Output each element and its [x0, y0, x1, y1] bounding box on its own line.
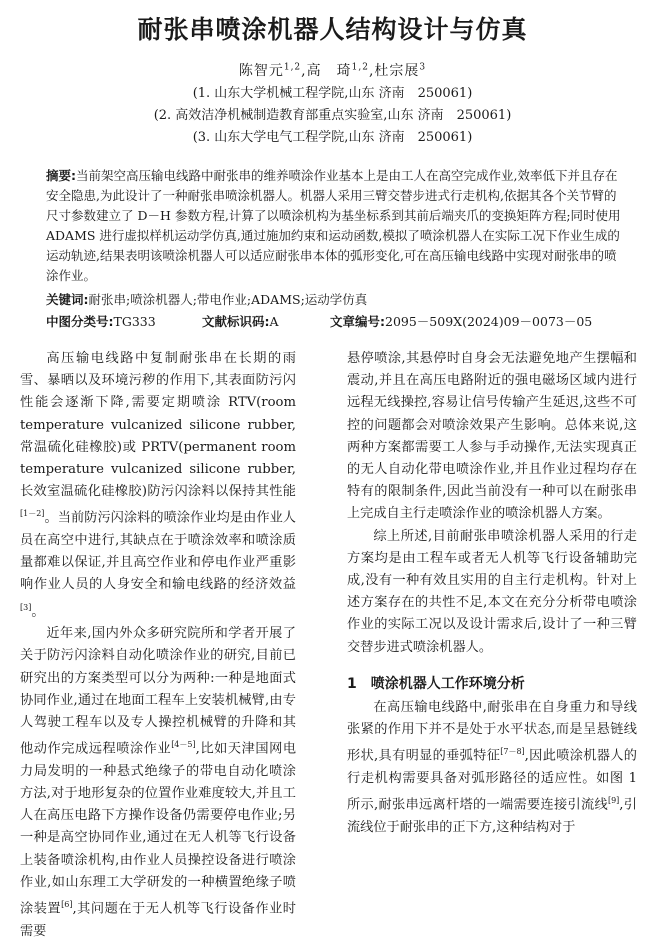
paragraph-text: ,比如天津国网电力局发明的一种悬式绝缘子的带电自动化喷涂方法,对于地形复杂的位置作业难度较大,并且工人在高压电路下方操作设备仍需要停电作业;另一种是高空协同作业,通过在无人机等飞行设备上装备喷涂机构,由作业人员操控设备进行喷涂作业,如山东理工大学研发的一种横置绝缘子喷涂装置 [20, 741, 297, 917]
clc-value: TG333 [113, 314, 156, 329]
paragraph-text: 在高压输电线路中,耐张串在自身重力和导线张紧的作用下并不是处于水平状态,而是呈悬链线形状,具有明显的垂弧特征 [347, 700, 637, 764]
body-column-right [347, 348, 637, 839]
keywords-label: 关键词: [46, 292, 89, 307]
doc-label: 文献标识码: [202, 314, 270, 329]
paragraph-text: ,引流线位于耐张串的正下方,这种结构对于 [347, 797, 637, 835]
keywords-text: 耐张串;喷涂机器人;带电作业;ADAMS;运动学仿真 [88, 292, 368, 307]
author-name: 陈智元 [238, 63, 284, 79]
affiliation: (1. 山东大学机械工程学院,山东 济南 250061) [192, 86, 473, 101]
author-separator: , [368, 63, 375, 79]
keywords [46, 290, 626, 308]
author-line [0, 60, 665, 80]
paragraph-text: 。当前防污闪涂料的喷涂作业均是由作业人员在高空中进行,其缺点在于喷涂效率和喷涂质量都难以保证,并且高空作业和停电作业严重影响作业人员的人身安全和输电线路的经济效益 [20, 510, 296, 593]
paragraph-text: 高压输电线路中复制耐张串在长期的雨雪、暴晒以及环境污秽的作用下,其表面防污闪性能会逐渐下降,需要定期喷涂 RTV(room temperature vulcanized silicone rubber,常温硫化硅橡胶)或 PRTV(permanent room temperature vulcanized silicone rubber,长效室温硫化硅橡胶)防污闪涂料以保持其性能 [20, 351, 296, 500]
author-name: 杜宗展 [374, 63, 420, 79]
author-name: 高 琦 [306, 63, 352, 79]
paragraph-text: 。 [31, 604, 45, 620]
abstract-label: 摘要: [46, 168, 76, 183]
author-affiliation-mark: 1,2 [283, 62, 302, 73]
citation: [3] [20, 602, 32, 612]
clc-number [46, 312, 156, 330]
author-separator: , [301, 63, 307, 79]
abstract [46, 166, 624, 286]
abstract-text: 当前架空高压输电线路中耐张串的维养喷涂作业基本上是由工人在高空完成作业,效率低下并且存在安全隐患,为此设计了一种耐张串喷涂机器人。机器人采用三臂交替步进式行走机构,依据其各个关节臂的尺寸参数建立了 D－H 参数方程,计算了以喷涂机构为基坐标系到其前后端夹爪的变换矩阵方程;同时使用 ADAMS 进行虚拟样机运动学仿真,通过施加约束和运动函数,模拟了喷涂机器人在实际工况下作业生成的运动轨迹,结果表明该喷涂机器人可以适应耐张串本体的弧形变化,可在高压输电线路中实现对耐张串的喷涂作业。 [46, 168, 621, 283]
clc-label: 中图分类号: [46, 314, 114, 329]
citation: [9] [607, 796, 620, 806]
paragraph [20, 348, 296, 623]
art-value: 2095－509X(2024)09－0073－05 [385, 314, 593, 329]
document-code [202, 312, 279, 330]
citation: [6] [61, 900, 73, 910]
paragraph-text: ,因此喷涂机器人的行走机构需要具备对弧形路径的适应性。如图 1 所示,耐张串远离杆塔的一端需要连接引流线 [347, 748, 637, 813]
body-column-left [20, 348, 296, 943]
author-affiliation-mark: 3 [419, 62, 427, 73]
paragraph: 综上所述,目前耐张串喷涂机器人采用的行走方案均是由工程车或者无人机等飞行设备辅助完成,没有一种有效且实用的自主行走机构。针对上述方案存在的共性不足,本文在充分分析带电喷涂作业的实际工况以及设计需求后,设计了一种三臂交替步进式喷涂机器人。 [347, 528, 637, 655]
affiliation: (3. 山东大学电气工程学院,山东 济南 250061) [192, 130, 473, 145]
paragraph-text: 近年来,国内外众多研究院所和学者开展了关于防污闪涂料自动化喷涂作业的研究,目前已研究出的方案类型可以分为两种:一种是地面式协同作业,通过在地面工程车上安装机械臂,由专人驾驶工程车以及专人操控机械臂的升降和其他动作完成远程喷涂作业 [20, 626, 296, 757]
doc-value: A [269, 314, 279, 329]
paragraph [347, 697, 637, 839]
paragraph [20, 623, 296, 943]
affiliation: (2. 高效洁净机械制造教育部重点实验室,山东 济南 250061) [153, 108, 512, 123]
section-heading: 1 喷涂机器人工作环境分析 [347, 675, 525, 692]
article-number [330, 312, 592, 330]
paragraph-text: ,其问题在于无人机等飞行设备作业时需要 [20, 901, 296, 939]
citation: [1－2] [20, 509, 45, 519]
paragraph: 悬停喷涂,其悬停时自身会无法避免地产生摆幅和震动,并且在高压电路附近的强电磁场区域内进行远程无线操控,容易让信号传输产生延迟,这些不可控的问题都会对喷涂效果产生影响。总体来说,这两种方案都需要工人参与手动操作,无法实现真正的无人自动化带电喷涂作业,并且作业过程均存在特有的限制条件,因此当前没有一种可以在耐张串上完成自主行走喷涂作业的喷涂机器人方案。 [347, 351, 637, 522]
author-affiliation-mark: 1,2 [351, 62, 369, 73]
art-label: 文章编号: [330, 314, 385, 329]
citation: [7－8] [500, 747, 525, 757]
paper-title: 耐张串喷涂机器人结构设计与仿真 [137, 15, 528, 44]
citation: [4－5] [171, 740, 196, 750]
